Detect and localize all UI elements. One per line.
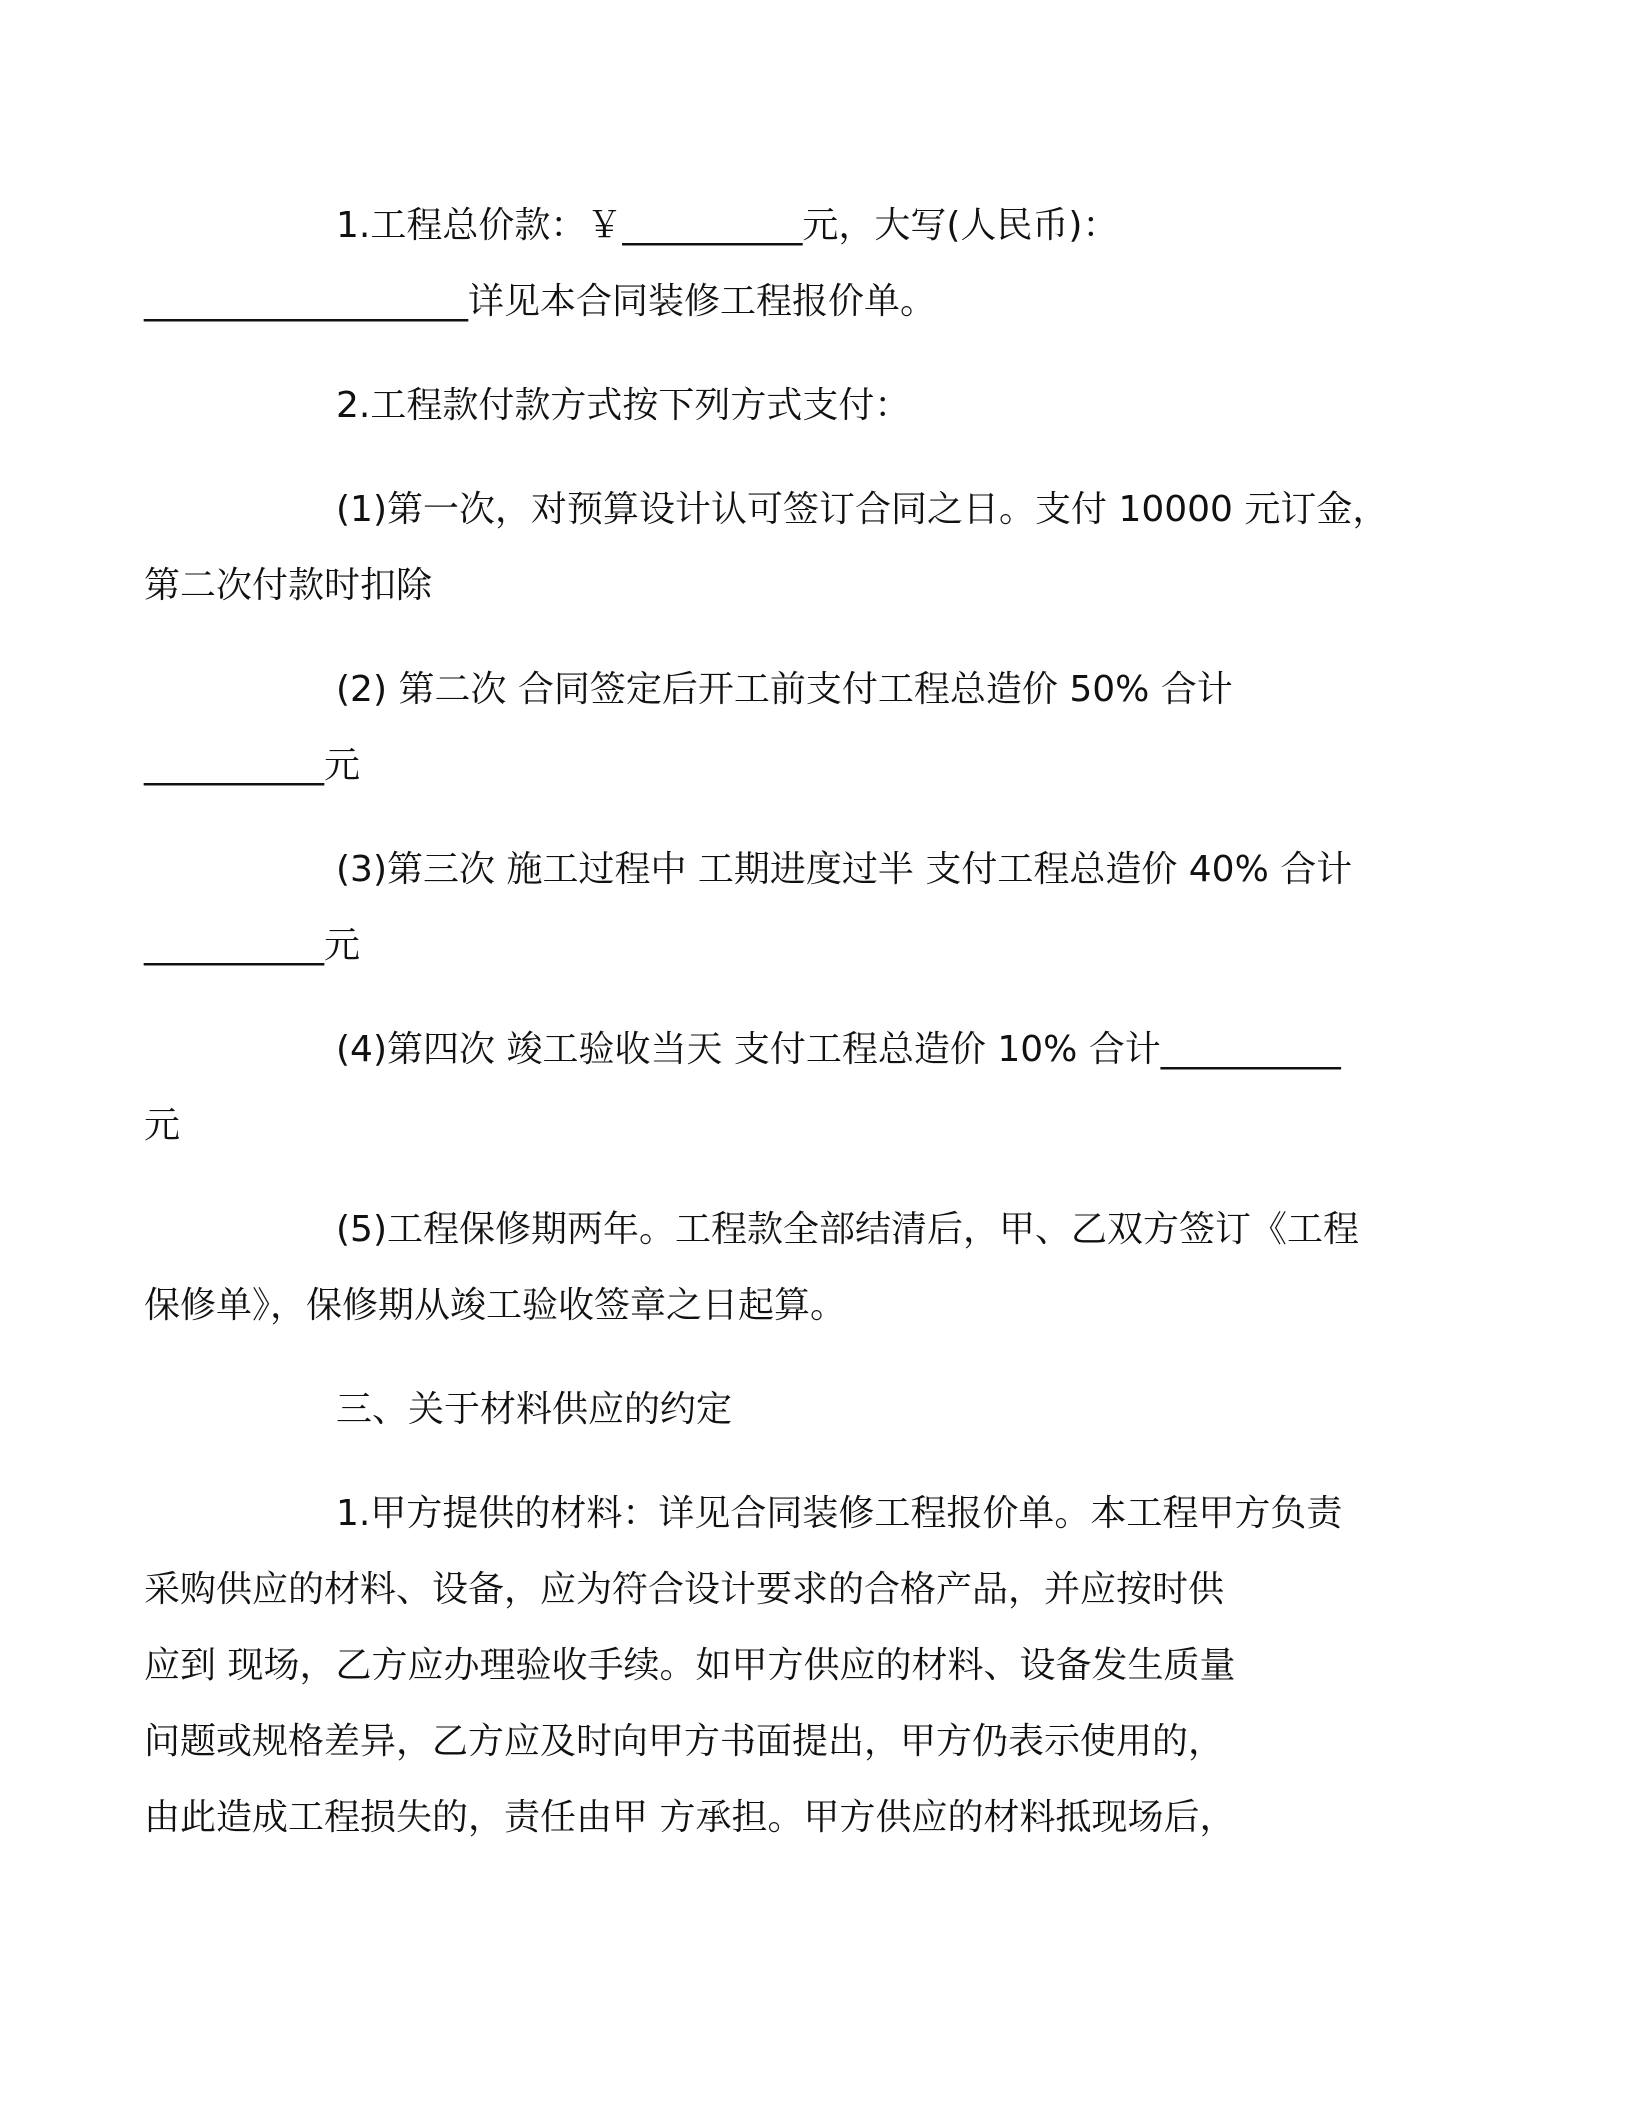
document-body (144, 188, 1390, 1884)
text-line: 问题或规格差异，乙方应及时向甲方书面提出，甲方仍表示使用的， (144, 1721, 1225, 1762)
paragraph-total-price (144, 188, 1390, 340)
text-line: __________元 (144, 745, 361, 786)
text-line: 采购供应的材料、设备，应为符合设计要求的合格产品，并应按时供 (144, 1569, 1225, 1610)
paragraph-materials (144, 1476, 1390, 1856)
paragraph-payment-2 (144, 652, 1390, 804)
text-line: 元 (144, 1105, 181, 1146)
text-line: (1)第一次，对预算设计认可签订合同之日。支付 10000 元订金， (336, 489, 1389, 530)
text-line: (2) 第二次 合同签定后开工前支付工程总造价 50% 合计 (336, 669, 1233, 710)
paragraph-payment-4 (144, 1012, 1390, 1164)
text-line: (3)第三次 施工过程中 工期进度过半 支付工程总造价 40% 合计 (336, 849, 1353, 890)
text-line: (5)工程保修期两年。工程款全部结清后，甲、乙双方签订《工程 (336, 1209, 1359, 1250)
paragraph-payment-1 (144, 472, 1390, 624)
paragraph-payment-method (240, 368, 1390, 444)
text-line: 应到 现场，乙方应办理验收手续。如甲方供应的材料、设备发生质量 (144, 1645, 1236, 1686)
text-line: __________________详见本合同装修工程报价单。 (144, 281, 937, 322)
heading-text: 三、关于材料供应的约定 (336, 1389, 733, 1430)
text-line: 保修单》，保修期从竣工验收签章之日起算。 (144, 1285, 847, 1326)
section-heading (240, 1372, 1390, 1448)
text-line: 第二次付款时扣除 (144, 565, 433, 606)
text-line: 2.工程款付款方式按下列方式支付： (336, 385, 911, 426)
paragraph-payment-3 (144, 832, 1390, 984)
text-line: 1.工程总价款：￥__________元，大写(人民币)： (336, 205, 1119, 246)
text-line: (4)第四次 竣工验收当天 支付工程总造价 10% 合计__________ (336, 1029, 1341, 1070)
paragraph-warranty (144, 1192, 1390, 1344)
text-line: 1.甲方提供的材料：详见合同装修工程报价单。本工程甲方负责 (336, 1493, 1343, 1534)
text-line: __________元 (144, 925, 361, 966)
text-line: 由此造成工程损失的，责任由甲 方承担。甲方供应的材料抵现场后， (144, 1797, 1236, 1838)
